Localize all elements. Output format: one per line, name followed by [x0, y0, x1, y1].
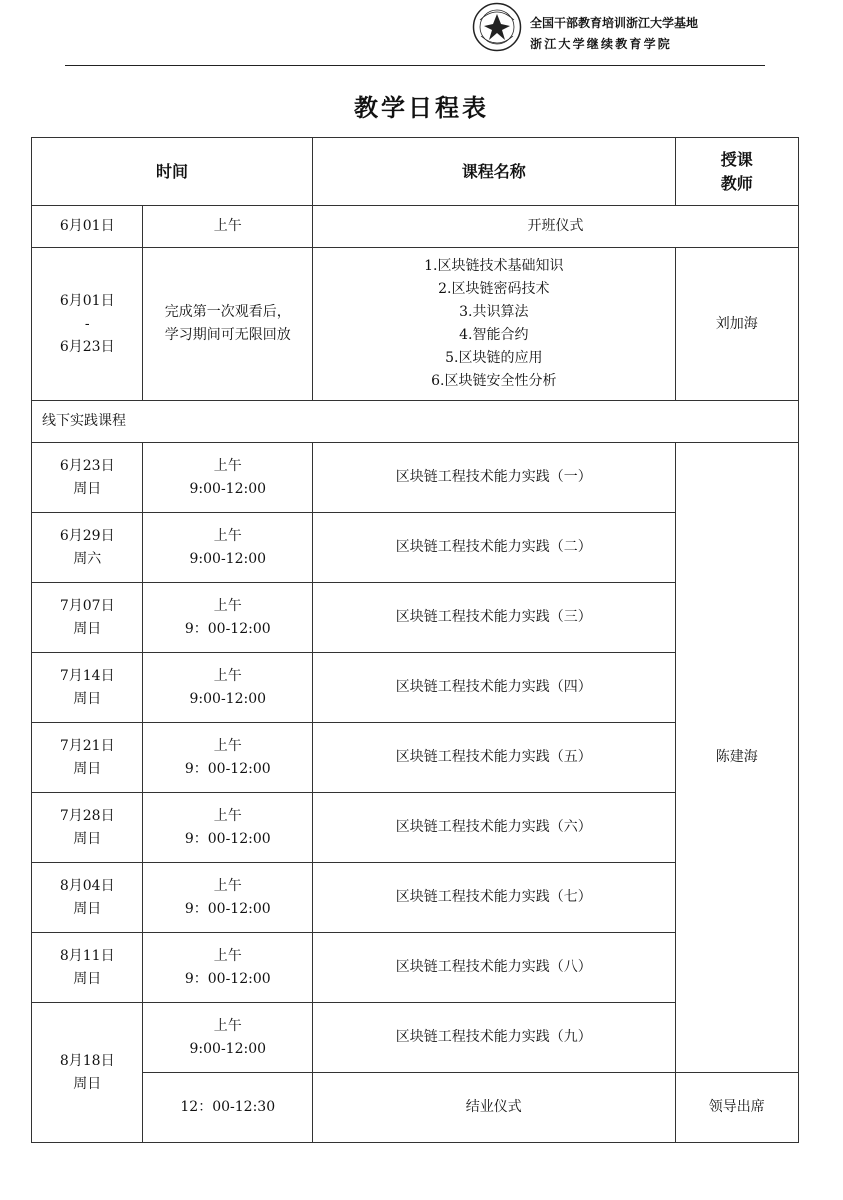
- session-period: 上午: [213, 667, 242, 684]
- online-course-item: 1.区块链技术基础知识: [424, 258, 564, 274]
- session-course: 区块链工程技术能力实践（七）: [313, 863, 675, 933]
- online-note-line1: 完成第一次观看后，: [164, 304, 291, 320]
- online-date-range: [32, 248, 143, 401]
- closing-course: 结业仪式: [313, 1073, 675, 1143]
- closing-time: 12：00-12:30: [143, 1073, 313, 1143]
- session-weekday: 周日: [73, 970, 102, 987]
- schedule-table: [31, 137, 799, 1143]
- header-divider: [65, 65, 765, 66]
- session-time: [143, 723, 313, 793]
- session-period: 上午: [213, 457, 242, 474]
- opening-period: 上午: [143, 206, 313, 248]
- session-date-day: 7月14日: [59, 667, 115, 684]
- session-weekday: 周六: [73, 550, 102, 567]
- session-date: [32, 933, 143, 1003]
- session-hours: 9：00-12:00: [184, 900, 271, 917]
- online-row: [32, 248, 799, 401]
- session-period: 上午: [213, 527, 242, 544]
- session-hours: 9：00-12:00: [184, 620, 271, 637]
- session-period: 上午: [213, 1017, 242, 1034]
- session-date: [32, 793, 143, 863]
- session-hours: 9：00-12:00: [184, 970, 271, 987]
- session-course: 区块链工程技术能力实践（九）: [313, 1003, 675, 1073]
- session-period: 上午: [213, 947, 242, 964]
- session-weekday: 周日: [73, 480, 102, 497]
- session-date-day: 7月07日: [59, 597, 115, 614]
- online-course-list: [313, 248, 675, 401]
- session-date: [32, 723, 143, 793]
- online-course-item: 3.共识算法: [459, 304, 529, 320]
- online-course-item: 6.区块链安全性分析: [431, 373, 557, 389]
- opening-row: [32, 206, 799, 248]
- online-teacher: 刘加海: [675, 248, 799, 401]
- final-weekday: 周日: [73, 1075, 102, 1092]
- offline-section-label: 线下实践课程: [32, 401, 799, 443]
- session-course: 区块链工程技术能力实践（四）: [313, 653, 675, 723]
- final-session-date: [32, 1003, 143, 1143]
- online-note-line2: 学习期间可无限回放: [164, 327, 291, 343]
- final-date-day: 8月18日: [59, 1052, 115, 1069]
- session-time: [143, 583, 313, 653]
- online-date-separator: -: [84, 315, 90, 332]
- page-title: 教学日程表: [354, 93, 489, 122]
- session-weekday: 周日: [73, 900, 102, 917]
- offline-section-row: [32, 401, 799, 443]
- session-course: 区块链工程技术能力实践（二）: [313, 513, 675, 583]
- online-course-item: 2.区块链密码技术: [438, 281, 550, 297]
- session-date: [32, 653, 143, 723]
- closing-teacher: 领导出席: [675, 1073, 799, 1143]
- table-row: [32, 443, 799, 513]
- session-period: 上午: [213, 597, 242, 614]
- header-time: 时间: [32, 138, 313, 206]
- session-date: [32, 583, 143, 653]
- session-date: [32, 863, 143, 933]
- online-note: [143, 248, 313, 401]
- session-weekday: 周日: [73, 620, 102, 637]
- org-line-1: 全国干部教育培训浙江大学基地: [530, 16, 699, 30]
- session-date: [32, 443, 143, 513]
- session-hours: 9:00-12:00: [189, 690, 267, 707]
- session-hours: 9：00-12:00: [184, 760, 271, 777]
- session-hours: 9:00-12:00: [189, 1040, 267, 1057]
- session-time: [143, 933, 313, 1003]
- header-teacher-line2: 教师: [720, 173, 753, 193]
- org-line-2: 浙江大学继续教育学院: [530, 37, 673, 51]
- session-course: 区块链工程技术能力实践（六）: [313, 793, 675, 863]
- session-course: 区块链工程技术能力实践（五）: [313, 723, 675, 793]
- session-date-day: 6月23日: [59, 457, 115, 474]
- session-date-day: 8月11日: [59, 947, 115, 964]
- session-hours: 9:00-12:00: [189, 480, 267, 497]
- session-date-day: 6月29日: [59, 527, 115, 544]
- zhejiang-university-seal-icon: [472, 2, 522, 52]
- session-date: [32, 513, 143, 583]
- opening-course: 开班仪式: [313, 206, 799, 248]
- session-time: [143, 513, 313, 583]
- session-hours: 9:00-12:00: [189, 550, 267, 567]
- table-header-row: [32, 138, 799, 206]
- session-course: 区块链工程技术能力实践（三）: [313, 583, 675, 653]
- online-date-end: 6月23日: [59, 338, 115, 355]
- header-teacher-line1: 授课: [720, 149, 753, 169]
- session-time: [143, 443, 313, 513]
- session-date-day: 8月04日: [59, 877, 115, 894]
- session-time: [143, 653, 313, 723]
- session-weekday: 周日: [73, 760, 102, 777]
- session-course: 区块链工程技术能力实践（八）: [313, 933, 675, 1003]
- opening-date: 6月01日: [32, 206, 143, 248]
- header-teacher: [675, 138, 799, 206]
- offline-teacher: 陈建海: [675, 443, 799, 1073]
- session-time: [143, 863, 313, 933]
- session-weekday: 周日: [73, 690, 102, 707]
- session-weekday: 周日: [73, 830, 102, 847]
- closing-row: [32, 1073, 799, 1143]
- online-course-item: 4.智能合约: [459, 327, 529, 343]
- online-date-start: 6月01日: [59, 292, 115, 309]
- header-course: 课程名称: [313, 138, 675, 206]
- session-time: [143, 1003, 313, 1073]
- session-course: 区块链工程技术能力实践（一）: [313, 443, 675, 513]
- organization-name: [530, 13, 698, 55]
- session-period: 上午: [213, 807, 242, 824]
- session-period: 上午: [213, 737, 242, 754]
- session-time: [143, 793, 313, 863]
- session-date-day: 7月21日: [59, 737, 115, 754]
- session-hours: 9：00-12:00: [184, 830, 271, 847]
- session-period: 上午: [213, 877, 242, 894]
- online-course-item: 5.区块链的应用: [445, 350, 543, 366]
- session-date-day: 7月28日: [59, 807, 115, 824]
